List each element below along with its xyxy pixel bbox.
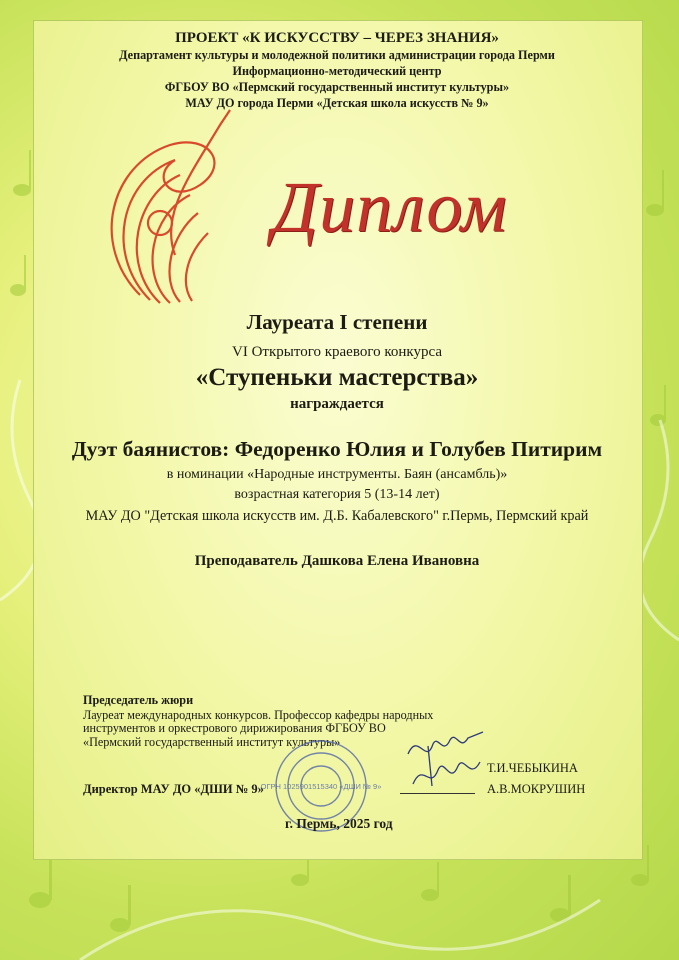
signatures (398, 726, 488, 796)
recipient-name: Дуэт баянистов: Федоренко Юлия и Голубев Питирим (71, 437, 603, 461)
awarded-text: награждается (290, 396, 384, 412)
director-name: А.В.МОКРУШИН (487, 782, 586, 796)
project-title: ПРОЕКТ «К ИСКУССТВУ – ЧЕРЕЗ ЗНАНИЯ» (175, 30, 499, 46)
diploma-title: Диплом (272, 167, 508, 247)
director-role: Директор МАУ ДО «ДШИ № 9» (83, 782, 264, 796)
school-line: МАУ ДО "Детская школа искусств им. Д.Б. Кабалевского" г.Пермь, Пермский край (85, 508, 589, 524)
teacher-line: Преподаватель Дашкова Елена Ивановна (194, 553, 480, 569)
stamp-text: ОГРН 1025901515340 «ДШИ № 9» (260, 782, 382, 791)
age-category: возрастная категория 5 (13-14 лет) (234, 487, 440, 502)
laureate-degree: Лауреата I степени (246, 310, 428, 334)
contest-line: VI Открытого краевого конкурса (232, 344, 442, 360)
school-header-line: МАУ ДО города Перми «Детская школа искусств № 9» (185, 96, 489, 110)
jury-description-line-3: «Пермский государственный институт культуры» (83, 735, 341, 749)
jury-description-line-2: инструментов и оркестрового дирижирования ФГБОУ ВО (83, 721, 386, 735)
jury-description-line-1: Лауреат международных конкурсов. Профессор кафедры народных (83, 708, 434, 722)
department-line: Департамент культуры и молодежной политики администрации города Перми (119, 48, 555, 62)
contest-name: «Ступеньки мастерства» (195, 364, 479, 391)
jury-chair-name: Т.И.ЧЕБЫКИНА (487, 761, 578, 775)
center-line: Информационно-методический центр (232, 64, 442, 78)
jury-chair-title: Председатель жюри (83, 693, 194, 707)
city-year: г. Пермь, 2025 год (285, 816, 393, 831)
nomination-line: в номинации «Народные инструменты. Баян (ансамбль)» (166, 467, 508, 482)
institute-line: ФГБОУ ВО «Пермский государственный институт культуры» (164, 80, 510, 94)
